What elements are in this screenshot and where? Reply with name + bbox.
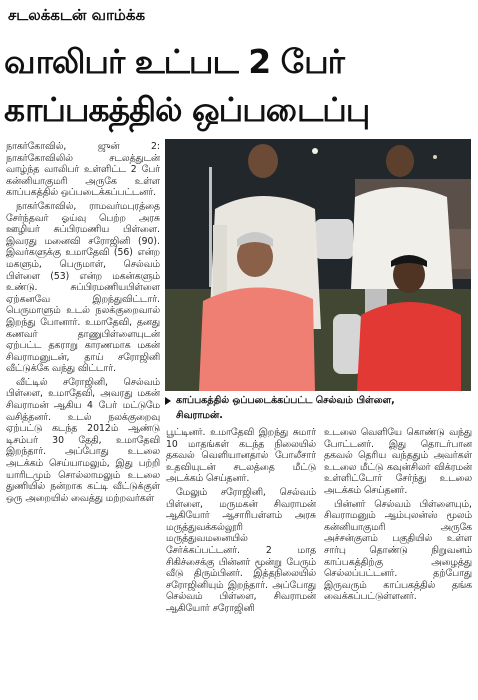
article-column-left (6, 141, 160, 696)
caption-line-2: சிவராமன். (176, 410, 223, 421)
paragraph: நாகர்கோவில், ஜுன் 2: நாகர்கோவிலில் சடலத்துடன் வாழ்ந்த வாலிபர் உள்ளிட்ட 2 பேர் கன்னியாகுமரி அருகே உள்ள காப்பகத்தில் ஒப்படைக்கப்பட்டனர். (6, 141, 160, 199)
article-column-middle (166, 427, 316, 696)
headline-line-2: காப்பகத்தில் ஒப்படைப்பு (4, 90, 370, 129)
kicker: சடலக்கடன் வாம்க்க (8, 6, 146, 24)
photo-caption (165, 393, 471, 425)
paragraph: உடலை வெளியே கொண்டு வந்து போட்டனர். இது தொடர்பான தகவல் தெரிய வந்ததும் அவர்கள் உடலை மீட்டு கவுன்சிலர் விக்ரமன் உள்ளிட்டோர் சேர்ந்து உடலை அடக்கம் செய்தனர். (324, 427, 472, 496)
paragraph: வீட்டில் சரோஜினி, செல்வம் பிள்ளை, உமாதேவி, அவரது மகன் சிவராமன் ஆகிய 4 பேர் மட்டுமே வசித்தனர். உடல் நலக்குறைவு ஏற்பட்டு கடந்த 2012ம் ஆண்டு டிசம்பர் 30 தேதி, உமாதேவி இறந்தார். அப்போது உடலை அடக்கம் செய்யாமலும், இது பற்றி யாரிடமும் சொல்லாமலும் உடலை துணியில் நன்றாக கட்டி வீட்டுக்குள் ஒரு அறையில் வைத்து மற்றவர்கள் (6, 376, 160, 504)
article-column-right (324, 427, 472, 696)
news-photo (165, 139, 471, 391)
caption-arrow-icon (165, 397, 171, 405)
paragraph: பூட்டினர். உமாதேவி இறந்து சுமார் 10 மாதங்கள் கடந்த நிலையில் தகவல் வெளியானதால் போலீசார் உதவியுடன் சடலத்தை மீட்டு அடக்கம் செய்தனர். (166, 427, 316, 485)
photo-illustration (165, 139, 471, 391)
caption-line-1 (165, 393, 471, 408)
paragraph: நாகர்கோவில், ராமவர்மபுரத்தை சேர்ந்தவர் ஓய்வு பெற்ற அரசு ஊழியர் சுப்பிரமணிய பிள்ளை. இவரது மனைவி சரோஜினி (90). இவர்களுக்கு உமாதேவி (56) என்ற மகளும், பெருமாள், செல்வம் பிள்ளை (53) என்ற மகன்களும் உண்டு. சுப்பிரமணியபிள்ளை ஏற்கனவே இறந்துவிட்டார். பெருமாளும் உடல் நலக்குறைவால் இறந்து போனார். உமாதேவி, தனது கணவர் தாணுபிள்ளையுடன் ஏற்பட்ட தகராறு காரணமாக மகன் சிவராமனுடன், தாய் சரோஜினி வீட்டுக்கே வந்து விட்டார். (6, 200, 160, 375)
headline-line-1: வாலிபர் உட்பட 2 பேர் (4, 42, 344, 81)
paragraph: மேலும் சரோஜினி, செல்வம் பிள்ளை, மருமகன் சிவராமன் ஆகியோர் ஆசாரிபள்ளம் அரசு மருத்துவக்கல்லூரி மருத்துவமனையில் சேர்க்கப்பட்டனர். 2 மாத சிகிச்சைக்கு பின்னர் மூன்று பேரும் வீடு திரும்பினர். இத்தநிலையில் சரோஜினியும் இறந்தார். அப்போது செல்வம் பிள்ளை, சிவராமன் ஆகியோர் சரோஜினி (166, 486, 316, 614)
paragraph: பின்னர் செல்வம் பிள்ளையும், சிவராமனும் ஆம்புலன்ஸ் மூலம் கன்னியாகுமரி அருகே அச்சன்குளம் பகுதியில் உள்ள சார்பு தொண்டு நிறுவனம் காப்பகத்திற்கு அழைத்து செல்லப்பட்டனர். தற்போது இருவரும் காப்பகத்தில் தங்க வைக்கப்பட்டுள்ளனர். (324, 498, 472, 603)
caption-text-1: காப்பகத்தில் ஒப்படைக்கப்பட்ட செல்வம் பிள்ளை, (176, 395, 395, 406)
